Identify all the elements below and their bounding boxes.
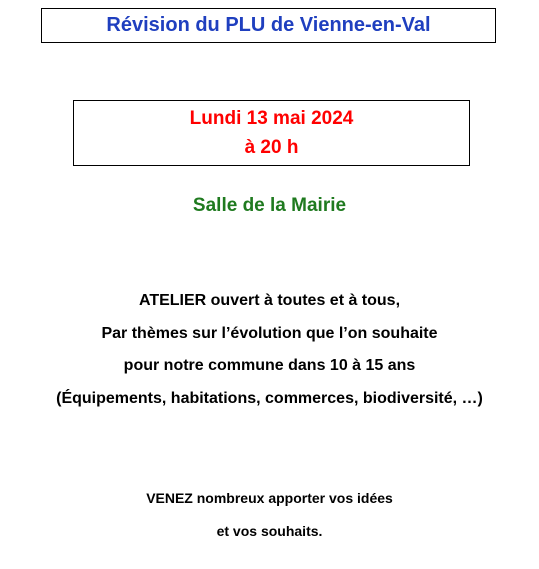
description	[0, 285, 539, 415]
event-date-box	[73, 100, 470, 166]
page-title: Révision du PLU de Vienne-en-Val	[106, 14, 431, 36]
event-date: Lundi 13 mai 2024	[189, 108, 354, 129]
event-time: à 20 h	[244, 137, 299, 158]
title-box	[41, 8, 496, 43]
description-line: ATELIER ouvert à toutes et à tous,	[138, 292, 401, 309]
description-line: pour notre commune dans 10 à 15 ans	[123, 357, 416, 374]
venue-name: Salle de la Mairie	[192, 195, 347, 216]
description-line: (Équipements, habitations, commerces, biodiversité, …)	[56, 389, 483, 407]
cta-line: VENEZ nombreux apporter vos idées	[146, 490, 393, 506]
description-line: Par thèmes sur l’évolution que l’on souhaite	[101, 324, 438, 342]
call-to-action	[0, 482, 539, 548]
cta-line: et vos souhaits.	[216, 523, 323, 539]
